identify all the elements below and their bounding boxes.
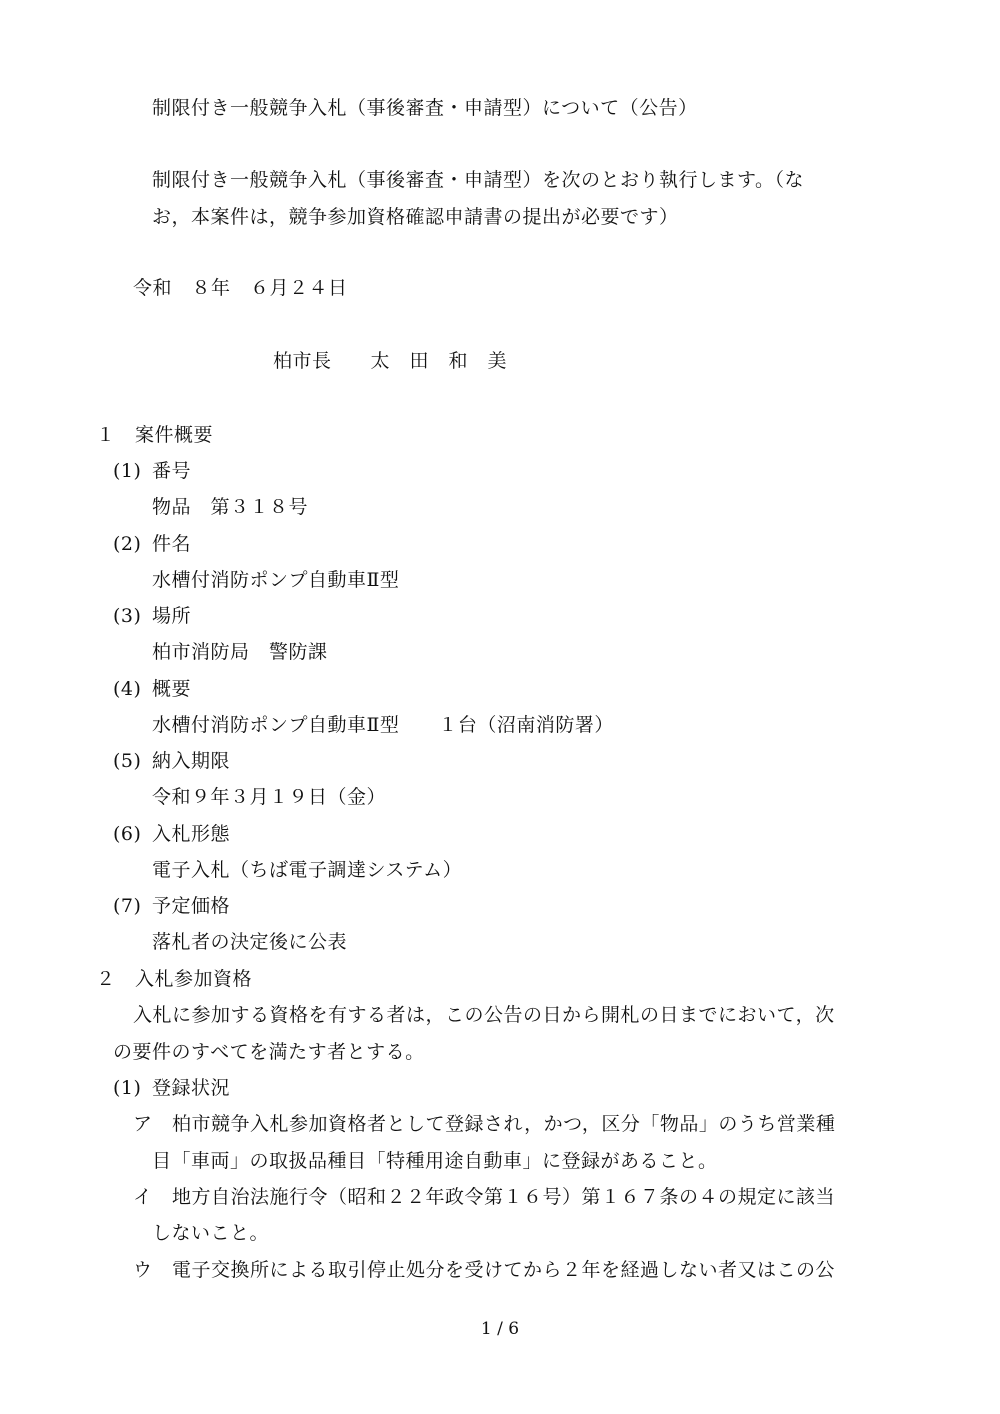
page-number: 1 / 6 — [480, 1319, 520, 1339]
item-value: 物品 第３１８号 — [152, 496, 309, 518]
item-label: (1) — [113, 460, 142, 482]
item-name: 番号 — [152, 460, 192, 482]
item-label: (3) — [113, 605, 142, 627]
section2-intro-line2: の要件のすべてを満たす者とする。 — [113, 1041, 425, 1063]
item-label: (6) — [113, 823, 142, 845]
item-value: 落札者の決定後に公表 — [152, 931, 348, 953]
item-value: 柏市消防局 警防課 — [152, 641, 328, 663]
item-label: (4) — [113, 678, 142, 700]
item-value: 電子入札（ちば電子調達システム） — [152, 859, 463, 881]
item-name: 入札形態 — [152, 823, 231, 845]
item-value: 令和９年３月１９日（金） — [152, 786, 387, 808]
item-value: 水槽付消防ポンプ自動車Ⅱ型 — [152, 569, 400, 591]
notice-title: 制限付き一般競争入札（事後審査・申請型）について（公告） — [152, 97, 698, 119]
item-label: (5) — [113, 750, 142, 772]
item-label: (7) — [113, 895, 142, 917]
clause-i-line1: 地方自治法施行令（昭和２２年政令第１６号）第１６７条の４の規定に該当 — [172, 1186, 836, 1208]
item-name: 予定価格 — [152, 895, 231, 917]
item-name: 場所 — [152, 605, 192, 627]
clause-marker-i: イ — [133, 1186, 153, 1208]
item-name: 件名 — [152, 533, 192, 555]
item-name: 納入期限 — [152, 750, 231, 772]
item-value: 水槽付消防ポンプ自動車Ⅱ型 １台（沼南消防署） — [152, 714, 614, 736]
section2-heading: ２ 入札参加資格 — [96, 968, 253, 990]
item-label: (2) — [113, 533, 142, 555]
clause-marker-u: ウ — [133, 1259, 153, 1281]
section1-heading: １ 案件概要 — [96, 424, 214, 446]
item-name: 概要 — [152, 678, 192, 700]
sub-item-label: (1) — [113, 1077, 142, 1099]
notice-intro-line1: 制限付き一般競争入札（事後審査・申請型）を次のとおり執行します。（な — [152, 169, 804, 191]
clause-a-line1: 柏市競争入札参加資格者として登録され，かつ，区分「物品」のうち営業種 — [172, 1113, 836, 1135]
clause-u-line1: 電子交換所による取引停止処分を受けてから２年を経過しない者又はこの公 — [172, 1259, 836, 1281]
section2-intro-line1: 入札に参加する資格を有する者は，この公告の日から開札の日までにおいて，次 — [133, 1004, 835, 1026]
notice-date: 令和 ８年 ６月２４日 — [133, 277, 348, 299]
notice-intro-line2: お，本案件は，競争参加資格確認申請書の提出が必要です） — [152, 206, 679, 228]
sub-item-name: 登録状況 — [152, 1077, 231, 1099]
clause-marker-a: ア — [133, 1113, 153, 1135]
clause-i-line2: しないこと。 — [152, 1222, 270, 1244]
clause-a-line2: 目「車両」の取扱品種目「特種用途自動車」に登録があること。 — [152, 1150, 718, 1172]
notice-issuer: 柏市長 太 田 和 美 — [273, 350, 508, 372]
